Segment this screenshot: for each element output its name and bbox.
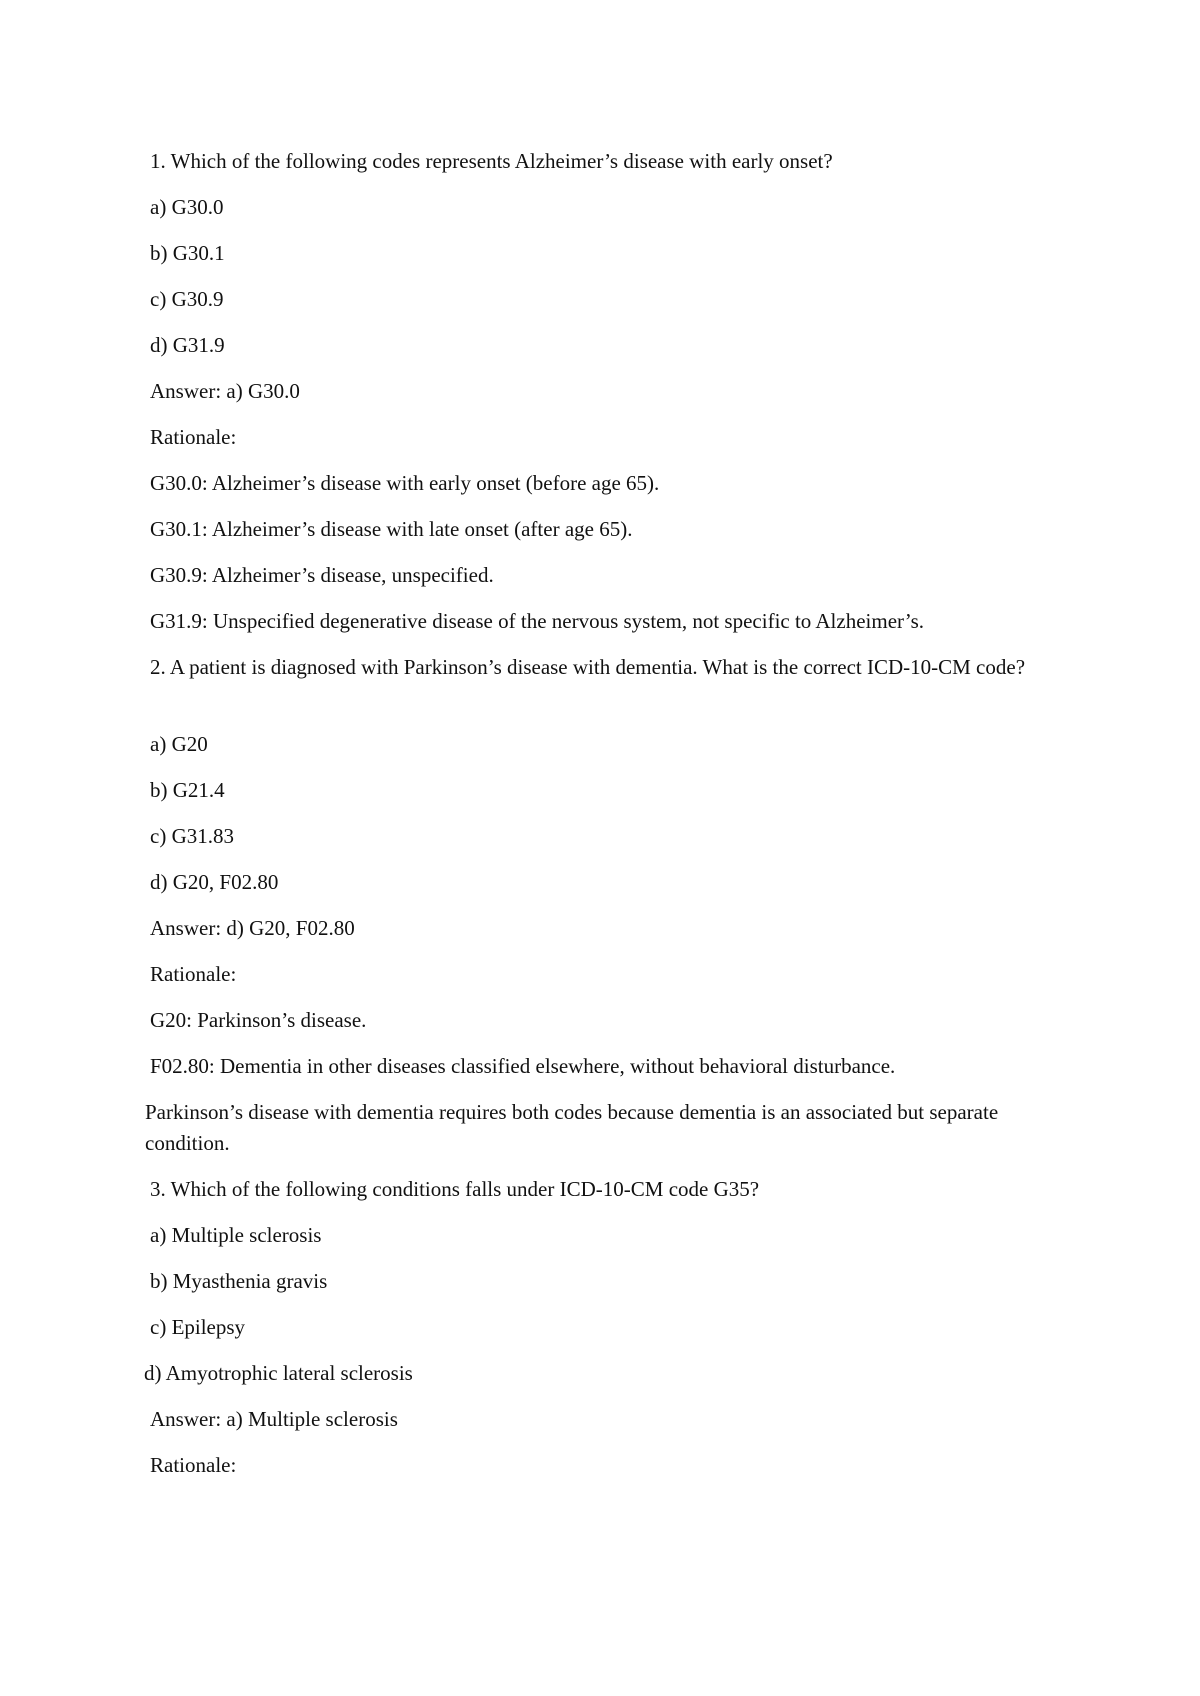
- question-2-rationale-line: G20: Parkinson’s disease.: [150, 1008, 367, 1032]
- question-3-answer: Answer: a) Multiple sclerosis: [150, 1407, 398, 1431]
- question-2-option-d: d) G20, F02.80: [150, 870, 279, 894]
- question-3-prompt: 3. Which of the following conditions falls under ICD-10-CM code G35?: [150, 1177, 760, 1201]
- question-1-option-d: d) G31.9: [150, 333, 225, 357]
- question-3-option-d: d) Amyotrophic lateral sclerosis: [144, 1361, 413, 1385]
- question-1-rationale-line: G30.0: Alzheimer’s disease with early onset (before age 65).: [150, 471, 660, 495]
- question-1-rationale-line: G30.9: Alzheimer’s disease, unspecified.: [150, 563, 494, 587]
- question-1-rationale-line: G30.1: Alzheimer’s disease with late onset (after age 65).: [150, 517, 633, 541]
- question-2-answer: Answer: d) G20, F02.80: [150, 916, 355, 940]
- question-2-rationale-line: F02.80: Dementia in other diseases classified elsewhere, without behavioral disturbance.: [150, 1054, 896, 1078]
- question-1-rationale-line: G31.9: Unspecified degenerative disease of the nervous system, not specific to Alzheimer’s.: [150, 609, 925, 633]
- question-1-answer: Answer: a) G30.0: [150, 379, 300, 403]
- question-3-rationale-label: Rationale:: [150, 1453, 237, 1477]
- question-2-option-b: b) G21.4: [150, 778, 225, 802]
- question-1-option-b: b) G30.1: [150, 241, 225, 265]
- question-2-option-a: a) G20: [150, 732, 208, 756]
- question-3-option-c: c) Epilepsy: [150, 1315, 246, 1339]
- question-2-option-c: c) G31.83: [150, 824, 234, 848]
- question-1-option-a: a) G30.0: [150, 195, 224, 219]
- question-1-rationale-label: Rationale:: [150, 425, 237, 449]
- question-2-prompt: 2. A patient is diagnosed with Parkinson’s disease with dementia. What is the correct ICD-10-CM code?: [150, 655, 1026, 679]
- question-3-option-b: b) Myasthenia gravis: [150, 1269, 328, 1293]
- question-1-option-c: c) G30.9: [150, 287, 224, 311]
- question-1-prompt: 1. Which of the following codes represents Alzheimer’s disease with early onset?: [150, 149, 833, 173]
- question-2-rationale-line: Parkinson’s disease with dementia requires both codes because dementia is an associated but separate condition.: [145, 1100, 999, 1155]
- question-3-option-a: a) Multiple sclerosis: [150, 1223, 322, 1247]
- question-2-rationale-label: Rationale:: [150, 962, 237, 986]
